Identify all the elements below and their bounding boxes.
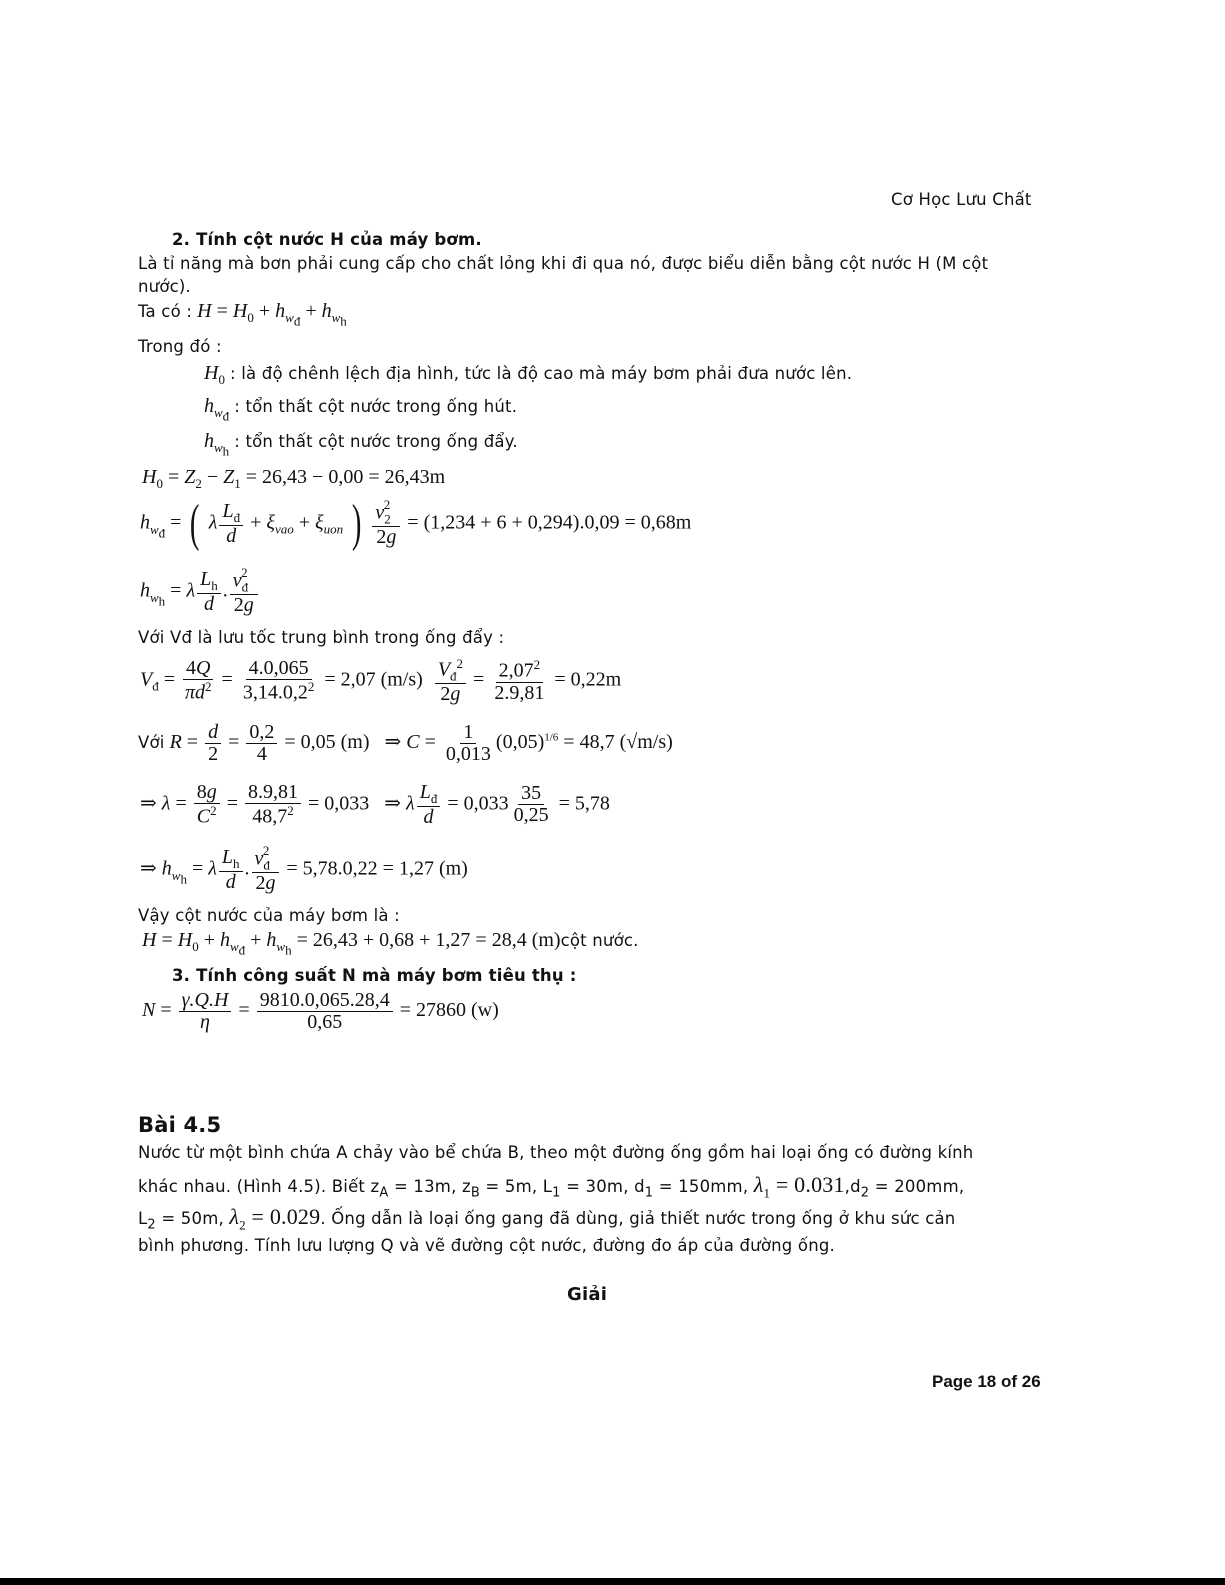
section-heading-3: 3. Tính công suất N mà máy bơm tiêu thụ :: [172, 966, 577, 985]
section-heading-2: 2. Tính cột nước H của máy bơm.: [172, 230, 482, 249]
solution-heading: Giải: [567, 1284, 608, 1305]
trong-do: Trong đó :: [138, 337, 222, 356]
conclusion: Vậy cột nước của máy bơm là :: [138, 906, 400, 925]
def-hwh-row: $h_{w_h}$ : tổn thất cột nước trong ống đẩy.: [204, 430, 518, 459]
formula-H-expr: $H = H_0 + h_{w_đ} + h_{w_h}$: [197, 300, 347, 329]
with-vd: Với Vđ là lưu tốc trung bình trong ống đẩy :: [138, 628, 505, 647]
exercise-line-1: Nước từ một bình chứa A chảy vào bể chứa B, theo một đường ống gồm hai loại ống có đường kính: [138, 1143, 974, 1162]
eq-hwd: $h_{w_đ}$ = ( λ $\frac{L_đ}{d}$ + $\xi_{vao} + \xi_{uon}$ ) $\frac{v_2^2}{2g}$ = (1,234 + 6 + 0,294).0,09 = 0,68m: [140, 495, 692, 552]
eq-lambda: ⇒ λ = $\frac{8g}{C^2}$ = $\frac{8.9,81}{48,7^2}$ = 0,033 ⇒ λ $\frac{L_đ}{d}$ = 0,033 $\frac{35}{0,25}$ = 5,78: [140, 781, 610, 828]
page-number: Page 18 of 26: [932, 1372, 1041, 1391]
bottom-rule: [0, 1578, 1225, 1585]
def-hwd: : tổn thất cột nước trong ống hút.: [234, 397, 518, 416]
formula-H: [138, 300, 347, 330]
intro-line-2: nước).: [138, 277, 191, 296]
def-H0: : là độ chênh lệch địa hình, tức là độ cao mà máy bơm phải đưa nước lên.: [230, 364, 853, 383]
eq-N: N = $\frac{\gamma.Q.H}{\eta}$ = $\frac{9810.0,065.28,4}{0,65}$ = 27860 (w): [142, 989, 499, 1033]
exercise-title: Bài 4.5: [138, 1113, 222, 1137]
def-H0-row: $H_0$ : là độ chênh lệch địa hình, tức là độ cao mà máy bơm phải đưa nước lên.: [204, 362, 853, 387]
eq-H0: $H_0 = Z_2 - Z_1 = 26,43 - 0,00 = 26,43m$: [142, 466, 446, 491]
eq-vd: $V_đ$ = $\frac{4Q}{\pi d^2}$ = $\frac{4.0,065}{3,14.0,2^2}$ = 2,07 (m/s) $\frac{V_đ^2}{2g}$ = $\frac{2,07^2}{2.9,81}$ = 0,22m: [140, 656, 622, 706]
exercise-line-2: khác nhau. (Hình 4.5). Biết $z_A = 13m$, $z_B = 5m$, $L_1 = 30m$, $d_1 = 150mm$, $\lambda_1 = 0.031,d_2 = 200mm$,: [138, 1172, 965, 1201]
eq-R-C: Với R = $\frac{d}{2}$ = $\frac{0,2}{4}$ = 0,05 (m) ⇒ C = $\frac{1}{0,013}$ $(0,05)^{1/6} = 48,7$ (√m/s): [138, 721, 673, 765]
exercise-line-3: $L_2 = 50m$, $\lambda_2 = 0.029$. Ống dẫn là loại ống gang đã dùng, giả thiết nước trong ống ở khu sức cản: [138, 1204, 956, 1233]
def-hwd-row: $h_{w_đ}$ : tổn thất cột nước trong ống hút.: [204, 395, 518, 424]
exercise-line-4: bình phương. Tính lưu lượng Q và vẽ đường cột nước, đường đo áp của đường ống.: [138, 1236, 835, 1255]
eq-H-total: $H = H_0 + h_{w_đ} + h_{w_h} = 26,43 + 0,68 + 1,27 = 28,4$ (m)cột nước.: [142, 929, 639, 958]
running-title: Cơ Học Lưu Chất: [891, 190, 1032, 209]
eq-hwh: $h_{w_h} = \lambda$ $\frac{L_h}{d}$ . $\frac{v_đ^2}{2g}$: [140, 568, 260, 616]
def-hwh: : tổn thất cột nước trong ống đẩy.: [234, 432, 518, 451]
intro-line-1: Là tỉ năng mà bơn phải cung cấp cho chất lỏng khi đi qua nó, được biểu diễn bằng cột nước H (M cột: [138, 254, 989, 273]
ta-co-label: Ta có :: [138, 302, 193, 321]
eq-hwh-result: ⇒ $h_{w_h} = \lambda$ $\frac{L_h}{d}$ . $\frac{v_đ^2}{2g}$ = 5,78.0,22 = 1,27 (m): [140, 843, 468, 895]
